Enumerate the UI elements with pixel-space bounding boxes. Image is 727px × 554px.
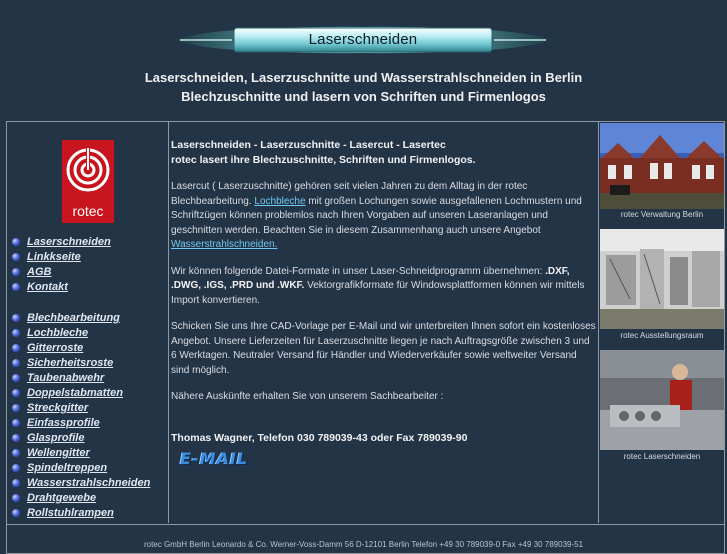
nav-item-linkkseite[interactable] <box>12 250 111 265</box>
bullet-icon <box>12 509 20 517</box>
footer-address: rotec GmbH Berlin Leonardo & Co. Werner-Voss-Damm 56 D-12101 Berlin Telefon +49 30 789039-0 Fax +49 30 789039-51 <box>143 540 584 549</box>
bullet-icon <box>12 479 20 487</box>
nav-item-spindeltreppen[interactable] <box>12 461 150 476</box>
photo-caption: rotec Ausstellungsraum <box>620 331 704 340</box>
nav-item-einfassprofile[interactable] <box>12 416 150 431</box>
paragraph-text: Wir können folgende Datei-Formate in unser Laser-Schneidprogramm übernehmen: <box>171 265 543 277</box>
bullet-icon <box>12 283 20 291</box>
logo-text: rotec <box>72 203 104 219</box>
bullet-icon <box>12 434 20 442</box>
nav-link[interactable]: Blechbearbeitung <box>27 312 120 324</box>
bullet-icon <box>12 329 20 337</box>
photo-ausstellung <box>600 229 724 329</box>
paragraph-contact-intro: Nähere Auskünfte erhalten Sie von unserem Sachbearbeiter : <box>171 391 444 402</box>
nav-item-drahtgewebe[interactable] <box>12 491 150 506</box>
nav-link[interactable]: Spindeltreppen <box>27 462 108 474</box>
nav-link[interactable]: Wellengitter <box>27 447 90 459</box>
nav-link[interactable]: Rollstuhlrampen <box>27 507 114 519</box>
bullet-icon <box>12 494 20 502</box>
nav-item-doppelstabmatten[interactable] <box>12 386 150 401</box>
bullet-icon <box>12 314 20 322</box>
nav-link[interactable]: Laserschneiden <box>27 236 111 248</box>
nav-link[interactable]: Taubenabwehr <box>27 372 105 384</box>
paragraph-formats <box>171 265 597 309</box>
nav-item-rollstuhlrampen[interactable] <box>12 506 150 521</box>
bullet-icon <box>12 404 20 412</box>
content-heading-2: rotec lasert ihre Blechzuschnitte, Schriften und Firmenlogos. <box>171 154 476 166</box>
nav-item-sicherheitsroste[interactable] <box>12 356 150 371</box>
nav-item-taubenabwehr[interactable] <box>12 371 150 386</box>
bullet-icon <box>12 419 20 427</box>
building-photo <box>600 123 724 209</box>
nav-link[interactable]: Linkkseite <box>27 251 81 263</box>
nav-link[interactable]: Gitterroste <box>27 342 84 354</box>
bullet-icon <box>12 268 20 276</box>
email-button[interactable]: E-MAIL <box>180 449 249 468</box>
logo-mark-icon <box>62 140 114 202</box>
content-heading-1: Laserschneiden - Laserzuschnitte - Lasercut - Lasertec <box>171 139 446 151</box>
paragraph-lasercut <box>171 180 597 253</box>
nav-link[interactable]: Kontakt <box>27 281 68 293</box>
paragraph-cad: Schicken Sie uns Ihre CAD-Vorlage per E-Mail und wir unterbreiten Ihnen sofort ein kostenloses Angebot. Unsere Lieferzeiten für Laserzuschnitte liegen je nach Auftragsgröße zwischen 3 und 6 Werktagen. Neutraler Versand für Händler und Wiederverkäufer sowie weltweiter Versand sind möglich. <box>171 321 596 376</box>
showroom-photo <box>600 229 724 329</box>
bullet-icon <box>12 344 20 352</box>
bullet-icon <box>12 449 20 457</box>
nav-item-wasserstrahlschneiden[interactable] <box>12 476 150 491</box>
page-subtitle-1: Laserschneiden, Laserzuschnitte und Wasserstrahlschneiden in Berlin <box>144 70 583 85</box>
nav-link[interactable]: Sicherheitsroste <box>27 357 114 369</box>
nav-item-gitterroste[interactable] <box>12 341 150 356</box>
nav-link[interactable]: Einfassprofile <box>27 417 100 429</box>
photo-caption: rotec Verwaltung Berlin <box>620 210 704 219</box>
nav-item-streckgitter[interactable] <box>12 401 150 416</box>
paragraph-text: Lasercut ( Laserzuschnitte) gehören seit vielen Jahren zu dem Alltag in der rotec Blechbearbeitung. <box>171 181 528 207</box>
nav-link[interactable]: AGB <box>27 266 52 278</box>
nav-item-blechbearbeitung[interactable] <box>12 311 150 326</box>
nav-item-wellengitter[interactable] <box>12 446 150 461</box>
paragraph-text: mit großen Lochungen sowie ausgefallenen Lochmustern und Schriftzügen können problemlos nach Ihren Vorgaben auf unseren Laseranlagen und geschnitten werden. Beachten Sie in diesem Zusammenhang auch unsere Angebot <box>171 195 582 236</box>
bullet-icon <box>12 389 20 397</box>
paragraph-text: Vektorgrafikformate für Windowsplattformen können wir mittels Import konvertieren. <box>171 280 585 306</box>
nav-link[interactable]: Lochbleche <box>27 327 89 339</box>
nav-item-agb[interactable] <box>12 265 111 280</box>
main-content <box>171 138 597 446</box>
nav-link[interactable]: Glasprofile <box>27 432 85 444</box>
bullet-icon <box>12 374 20 382</box>
nav-link[interactable]: Streckgitter <box>27 402 89 414</box>
nav-link[interactable]: Drahtgewebe <box>27 492 97 504</box>
photo-verwaltung <box>600 123 724 209</box>
nav-item-kontakt[interactable] <box>12 280 111 295</box>
photo-caption: rotec Laserschneiden <box>623 452 701 461</box>
banner-title: Laserschneiden <box>308 31 418 48</box>
wasserstrahlschneiden-link[interactable]: Wasserstrahlschneiden. <box>171 239 278 250</box>
nav-item-lochbleche[interactable] <box>12 326 150 341</box>
laser-machine-photo <box>600 350 724 450</box>
photo-laserschneiden <box>600 350 724 450</box>
nav-group-products <box>12 311 150 521</box>
nav-item-glasprofile[interactable] <box>12 431 150 446</box>
footer-row <box>6 523 725 554</box>
contact-person: Thomas Wagner, Telefon 030 789039-43 oder Fax 789039-90 <box>171 431 468 444</box>
lochbleche-link[interactable]: Lochbleche <box>254 195 306 207</box>
page-subtitle-2: Blechzuschnitte und lasern von Schriften und Firmenlogos <box>181 89 546 104</box>
header-banner <box>172 23 554 57</box>
bullet-icon <box>12 238 20 246</box>
file-formats: .DXF, .DWG, .IGS, .PRD und .WKF. <box>171 265 570 291</box>
nav-group-primary <box>12 235 111 295</box>
bullet-icon <box>12 464 20 472</box>
bullet-icon <box>12 253 20 261</box>
nav-link[interactable]: Doppelstabmatten <box>27 387 123 399</box>
nav-link[interactable]: Wasserstrahlschneiden <box>27 477 151 489</box>
rotec-logo[interactable] <box>62 140 114 223</box>
nav-item-laserschneiden[interactable] <box>12 235 111 250</box>
bullet-icon <box>12 359 20 367</box>
